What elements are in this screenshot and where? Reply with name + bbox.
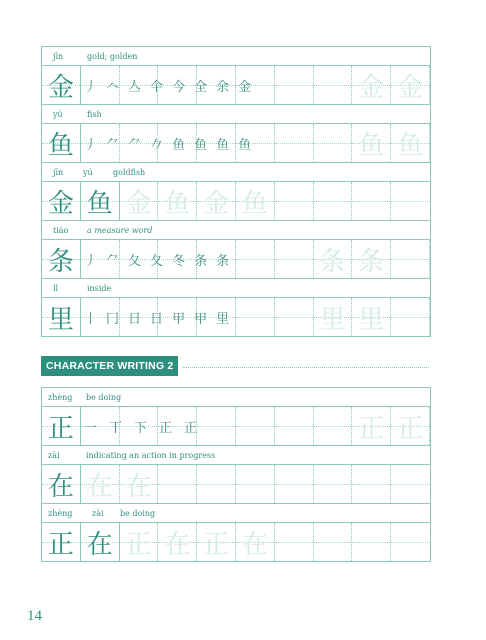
stroke-step: 今 <box>172 79 186 95</box>
model-character: 正 <box>47 529 74 560</box>
writing-grid <box>42 523 430 562</box>
trace-character: 金 <box>397 72 424 103</box>
model-character: 条 <box>47 246 74 277</box>
stroke-step: ⺈ <box>128 137 142 153</box>
trace-character: 正 <box>358 413 385 444</box>
trace-character: 金 <box>203 188 230 219</box>
worksheet-section-2 <box>41 387 431 562</box>
pinyin: zhèng <box>48 392 73 402</box>
model-character: 在 <box>86 529 113 560</box>
trace-character: 鱼 <box>164 188 191 219</box>
row-label <box>42 388 430 407</box>
pinyin: zài <box>48 450 60 460</box>
stroke-step: 丨 <box>84 311 98 327</box>
model-character: 鱼 <box>47 130 74 161</box>
stroke-step: 里 <box>216 311 230 327</box>
pinyin: jīn <box>53 51 64 61</box>
trace-character: 鱼 <box>358 130 385 161</box>
model-character: 金 <box>47 188 74 219</box>
stroke-step: 鱼 <box>238 137 252 153</box>
pinyin: yú <box>53 109 63 119</box>
writing-grid <box>42 407 430 446</box>
stroke-step: 丅 <box>109 420 123 436</box>
trace-character: 里 <box>358 304 385 335</box>
stroke-step: 丿 <box>84 253 98 269</box>
trace-character: 条 <box>358 246 385 277</box>
stroke-step: 余 <box>216 79 230 95</box>
row-label <box>42 279 430 298</box>
trace-character: 条 <box>319 246 346 277</box>
stroke-step: 鱼 <box>216 137 230 153</box>
stroke-step: 一 <box>84 420 98 436</box>
row-label <box>42 221 430 240</box>
worksheet-section-1 <box>41 46 431 337</box>
meaning: be doing <box>120 508 156 518</box>
stroke-step: ⺈ <box>106 137 120 153</box>
stroke-step: 条 <box>194 253 208 269</box>
model-character: 正 <box>47 413 74 444</box>
trace-character: 正 <box>397 413 424 444</box>
trace-character: 鱼 <box>241 188 268 219</box>
writing-grid <box>42 124 430 163</box>
stroke-order <box>84 124 251 162</box>
stroke-step: 丿 <box>84 137 98 153</box>
stroke-step: 条 <box>216 253 230 269</box>
pinyin: yú <box>83 167 93 177</box>
page-number: 14 <box>27 608 42 624</box>
stroke-step: 下 <box>134 420 148 436</box>
stroke-step: 夂 <box>150 253 164 269</box>
model-character: 鱼 <box>86 188 113 219</box>
trace-character: 金 <box>125 188 152 219</box>
stroke-step: 鱼 <box>172 137 186 153</box>
meaning: gold; golden <box>87 51 138 61</box>
row-label <box>42 504 430 523</box>
writing-grid <box>42 465 430 504</box>
meaning: indicating an action in progress <box>86 450 216 460</box>
trace-character: 鱼 <box>397 130 424 161</box>
pinyin: tiáo <box>53 225 69 235</box>
model-character: 金 <box>47 72 74 103</box>
meaning: be doing <box>86 392 122 402</box>
stroke-step: 日 <box>150 311 164 327</box>
stroke-step: 甲 <box>172 311 186 327</box>
pinyin: zhèng <box>48 508 73 518</box>
model-character: 里 <box>47 304 74 335</box>
stroke-step: 鱼 <box>194 137 208 153</box>
stroke-step: ⺈ <box>106 253 120 269</box>
trace-character: 正 <box>125 529 152 560</box>
pinyin: zài <box>92 508 104 518</box>
meaning: a measure word <box>87 225 153 235</box>
stroke-step: 夂 <box>128 253 142 269</box>
stroke-step: 仐 <box>150 79 164 95</box>
stroke-step: 金 <box>238 79 252 95</box>
writing-grid <box>42 298 430 337</box>
stroke-order <box>84 66 251 104</box>
stroke-step: 正 <box>184 420 198 436</box>
meaning: fish <box>87 109 102 119</box>
row-label <box>42 105 430 124</box>
pinyin: jīn <box>53 167 64 177</box>
row-label <box>42 47 430 66</box>
section-divider <box>183 367 429 368</box>
stroke-step: 冂 <box>106 311 120 327</box>
meaning: goldfish <box>113 167 146 177</box>
stroke-order <box>84 407 197 445</box>
row-label <box>42 163 430 182</box>
pinyin: lǐ <box>53 283 59 293</box>
stroke-step: 𠆢 <box>106 79 120 95</box>
model-character: 在 <box>47 471 74 502</box>
stroke-step: 日 <box>128 311 142 327</box>
trace-character: 在 <box>241 529 268 560</box>
writing-grid <box>42 240 430 279</box>
stroke-step: 冬 <box>172 253 186 269</box>
stroke-step: 丿 <box>84 79 98 95</box>
stroke-order <box>84 298 229 336</box>
stroke-order <box>84 240 229 278</box>
trace-character: 在 <box>164 529 191 560</box>
trace-character: 在 <box>86 471 113 502</box>
trace-character: 里 <box>319 304 346 335</box>
stroke-step: 正 <box>159 420 173 436</box>
meaning: inside <box>87 283 112 293</box>
writing-grid <box>42 66 430 105</box>
stroke-step: 全 <box>194 79 208 95</box>
stroke-step: 甲 <box>194 311 208 327</box>
row-label <box>42 446 430 465</box>
writing-grid <box>42 182 430 221</box>
section-title: CHARACTER WRITING 2 <box>41 356 178 376</box>
trace-character: 正 <box>203 529 230 560</box>
trace-character: 金 <box>358 72 385 103</box>
stroke-step: 𠂊 <box>150 137 164 153</box>
stroke-step: 亼 <box>128 79 142 95</box>
trace-character: 在 <box>125 471 152 502</box>
